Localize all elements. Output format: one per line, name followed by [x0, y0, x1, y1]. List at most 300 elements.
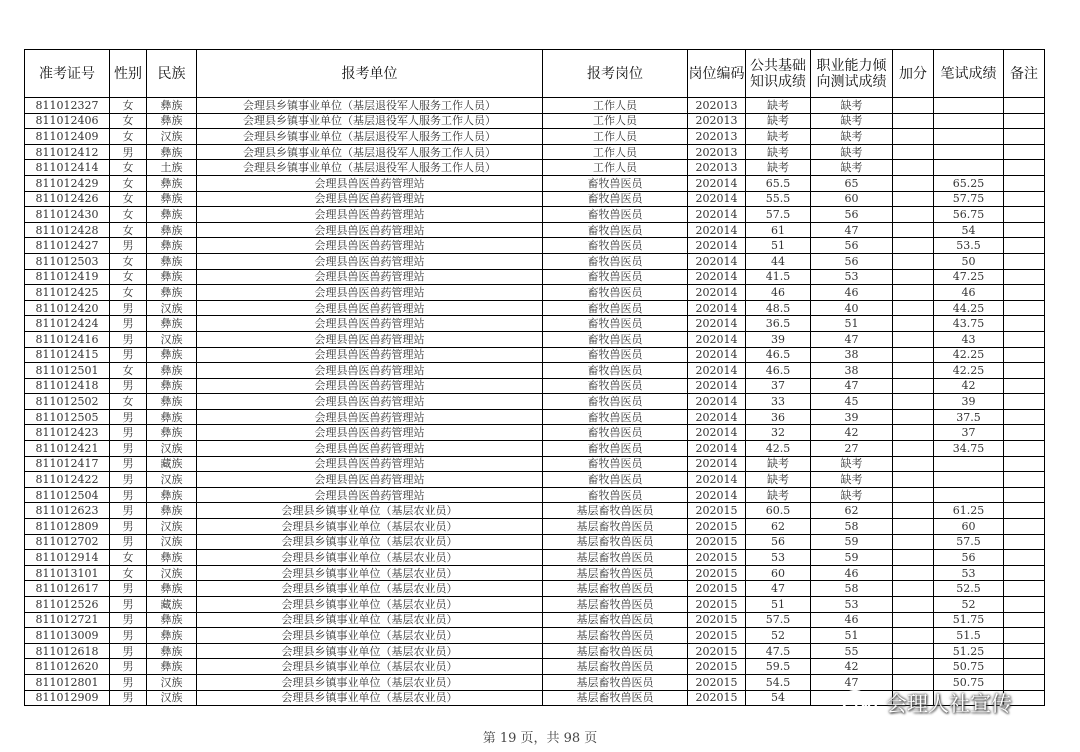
cell-gender: 女: [110, 269, 147, 285]
cell-position-code: 202014: [688, 269, 746, 285]
cell-bonus: [893, 363, 934, 379]
cell-aptitude-score: 53: [811, 597, 893, 613]
cell-position: 畜牧兽医员: [543, 472, 688, 488]
cell-exam-id: 811012419: [25, 269, 110, 285]
cell-ethnicity: 彝族: [147, 378, 197, 394]
cell-ethnicity: 汉族: [147, 519, 197, 535]
cell-gender: 男: [110, 534, 147, 550]
cell-public-knowledge-score: 缺考: [746, 160, 811, 176]
cell-public-knowledge-score: 55.5: [746, 191, 811, 207]
cell-aptitude-score: 缺考: [811, 98, 893, 114]
cell-position-code: 202014: [688, 425, 746, 441]
cell-remarks: [1004, 519, 1045, 535]
cell-ethnicity: 汉族: [147, 674, 197, 690]
cell-position-code: 202015: [688, 643, 746, 659]
cell-exam-id: 811012430: [25, 207, 110, 223]
cell-written-score: 52: [934, 597, 1004, 613]
cell-bonus: [893, 207, 934, 223]
cell-public-knowledge-score: 57.5: [746, 207, 811, 223]
cell-remarks: [1004, 472, 1045, 488]
cell-remarks: [1004, 331, 1045, 347]
cell-public-knowledge-score: 57.5: [746, 612, 811, 628]
cell-remarks: [1004, 98, 1045, 114]
cell-position-code: 202014: [688, 300, 746, 316]
cell-public-knowledge-score: 缺考: [746, 129, 811, 145]
cell-position: 基层畜牧兽医员: [543, 503, 688, 519]
cell-aptitude-score: 51: [811, 628, 893, 644]
cell-public-knowledge-score: 61: [746, 222, 811, 238]
cell-remarks: [1004, 550, 1045, 566]
cell-position-code: 202015: [688, 581, 746, 597]
cell-unit: 会理县兽医兽药管理站: [197, 222, 543, 238]
cell-position: 畜牧兽医员: [543, 409, 688, 425]
cell-ethnicity: 彝族: [147, 503, 197, 519]
cell-written-score: 51.75: [934, 612, 1004, 628]
cell-exam-id: 811012617: [25, 581, 110, 597]
cell-position: 基层畜牧兽医员: [543, 597, 688, 613]
cell-exam-id: 811012429: [25, 175, 110, 191]
cell-bonus: [893, 144, 934, 160]
cell-bonus: [893, 534, 934, 550]
cell-aptitude-score: 56: [811, 238, 893, 254]
cell-gender: 男: [110, 643, 147, 659]
cell-written-score: 61.25: [934, 503, 1004, 519]
cell-gender: 男: [110, 300, 147, 316]
cell-remarks: [1004, 487, 1045, 503]
cell-position: 工作人员: [543, 160, 688, 176]
cell-exam-id: 811012424: [25, 316, 110, 332]
cell-written-score: 44.25: [934, 300, 1004, 316]
cell-written-score: 43: [934, 331, 1004, 347]
cell-bonus: [893, 487, 934, 503]
cell-public-knowledge-score: 46.5: [746, 363, 811, 379]
cell-public-knowledge-score: 缺考: [746, 113, 811, 129]
table-row: [25, 628, 1045, 644]
cell-ethnicity: 彝族: [147, 409, 197, 425]
table-row: [25, 207, 1045, 223]
cell-position: 工作人员: [543, 144, 688, 160]
cell-exam-id: 811013009: [25, 628, 110, 644]
table-row: [25, 659, 1045, 675]
cell-exam-id: 811012504: [25, 487, 110, 503]
cell-written-score: [934, 144, 1004, 160]
cell-position: 基层畜牧兽医员: [543, 674, 688, 690]
cell-unit: 会理县兽医兽药管理站: [197, 316, 543, 332]
cell-unit: 会理县兽医兽药管理站: [197, 269, 543, 285]
cell-gender: 男: [110, 378, 147, 394]
cell-remarks: [1004, 456, 1045, 472]
cell-unit: 会理县乡镇事业单位（基层农业员）: [197, 643, 543, 659]
table-row: [25, 160, 1045, 176]
table-row: [25, 550, 1045, 566]
cell-aptitude-score: 38: [811, 347, 893, 363]
cell-position-code: 202014: [688, 378, 746, 394]
cell-public-knowledge-score: 46.5: [746, 347, 811, 363]
cell-unit: 会理县兽医兽药管理站: [197, 253, 543, 269]
cell-remarks: [1004, 503, 1045, 519]
cell-bonus: [893, 378, 934, 394]
cell-position-code: 202015: [688, 612, 746, 628]
cell-unit: 会理县乡镇事业单位（基层农业员）: [197, 597, 543, 613]
cell-gender: 女: [110, 129, 147, 145]
cell-exam-id: 811012620: [25, 659, 110, 675]
cell-bonus: [893, 347, 934, 363]
cell-gender: 男: [110, 628, 147, 644]
cell-unit: 会理县乡镇事业单位（基层农业员）: [197, 550, 543, 566]
cell-gender: 男: [110, 441, 147, 457]
cell-position: 基层畜牧兽医员: [543, 612, 688, 628]
cell-remarks: [1004, 643, 1045, 659]
cell-remarks: [1004, 441, 1045, 457]
col-header-position-code: 岗位编码: [688, 50, 746, 98]
table-row: [25, 316, 1045, 332]
cell-exam-id: 811012412: [25, 144, 110, 160]
cell-written-score: [934, 487, 1004, 503]
cell-public-knowledge-score: 37: [746, 378, 811, 394]
cell-ethnicity: 汉族: [147, 472, 197, 488]
cell-position: 基层畜牧兽医员: [543, 550, 688, 566]
cell-aptitude-score: 缺考: [811, 129, 893, 145]
cell-remarks: [1004, 347, 1045, 363]
cell-position-code: 202014: [688, 316, 746, 332]
cell-ethnicity: 彝族: [147, 659, 197, 675]
cell-remarks: [1004, 285, 1045, 301]
cell-gender: 女: [110, 565, 147, 581]
cell-written-score: 53.5: [934, 238, 1004, 254]
wechat-icon: [840, 688, 880, 718]
cell-remarks: [1004, 425, 1045, 441]
cell-gender: 男: [110, 659, 147, 675]
cell-bonus: [893, 98, 934, 114]
cell-gender: 男: [110, 597, 147, 613]
cell-unit: 会理县乡镇事业单位（基层退役军人服务工作人员）: [197, 98, 543, 114]
cell-ethnicity: 彝族: [147, 113, 197, 129]
cell-ethnicity: 彝族: [147, 628, 197, 644]
cell-written-score: 46: [934, 285, 1004, 301]
cell-bonus: [893, 550, 934, 566]
cell-aptitude-score: 38: [811, 363, 893, 379]
score-table: [24, 49, 1045, 706]
cell-position-code: 202015: [688, 534, 746, 550]
cell-unit: 会理县兽医兽药管理站: [197, 472, 543, 488]
cell-remarks: [1004, 534, 1045, 550]
cell-gender: 女: [110, 113, 147, 129]
cell-aptitude-score: 缺考: [811, 487, 893, 503]
cell-bonus: [893, 597, 934, 613]
cell-public-knowledge-score: 33: [746, 394, 811, 410]
cell-position: 畜牧兽医员: [543, 441, 688, 457]
cell-remarks: [1004, 363, 1045, 379]
cell-ethnicity: 汉族: [147, 331, 197, 347]
cell-bonus: [893, 441, 934, 457]
cell-position-code: 202014: [688, 472, 746, 488]
col-header-remarks: 备注: [1004, 50, 1045, 98]
cell-gender: 女: [110, 160, 147, 176]
cell-position-code: 202013: [688, 98, 746, 114]
cell-bonus: [893, 565, 934, 581]
cell-public-knowledge-score: 48.5: [746, 300, 811, 316]
cell-written-score: [934, 113, 1004, 129]
cell-public-knowledge-score: 缺考: [746, 487, 811, 503]
cell-unit: 会理县兽医兽药管理站: [197, 191, 543, 207]
cell-aptitude-score: 46: [811, 565, 893, 581]
cell-remarks: [1004, 316, 1045, 332]
table-row: [25, 378, 1045, 394]
cell-written-score: 56: [934, 550, 1004, 566]
cell-position-code: 202014: [688, 394, 746, 410]
cell-written-score: 50.75: [934, 659, 1004, 675]
cell-unit: 会理县兽医兽药管理站: [197, 409, 543, 425]
cell-position: 畜牧兽医员: [543, 394, 688, 410]
table-row: [25, 487, 1045, 503]
table-row: [25, 331, 1045, 347]
cell-written-score: 51.25: [934, 643, 1004, 659]
cell-gender: 女: [110, 550, 147, 566]
cell-gender: 男: [110, 425, 147, 441]
cell-public-knowledge-score: 54.5: [746, 674, 811, 690]
cell-exam-id: 811012526: [25, 597, 110, 613]
cell-bonus: [893, 503, 934, 519]
col-header-position: 报考岗位: [543, 50, 688, 98]
page-footer: 第 19 页，共 98 页: [482, 731, 598, 746]
cell-gender: 女: [110, 394, 147, 410]
cell-remarks: [1004, 612, 1045, 628]
cell-public-knowledge-score: 62: [746, 519, 811, 535]
cell-aptitude-score: 62: [811, 503, 893, 519]
cell-ethnicity: 土族: [147, 160, 197, 176]
cell-aptitude-score: 40: [811, 300, 893, 316]
cell-ethnicity: 彝族: [147, 253, 197, 269]
cell-unit: 会理县兽医兽药管理站: [197, 441, 543, 457]
cell-aptitude-score: 缺考: [811, 144, 893, 160]
cell-position: 畜牧兽医员: [543, 378, 688, 394]
cell-ethnicity: 彝族: [147, 191, 197, 207]
cell-position: 工作人员: [543, 113, 688, 129]
cell-aptitude-score: 47: [811, 222, 893, 238]
cell-position: 畜牧兽医员: [543, 222, 688, 238]
cell-exam-id: 811012414: [25, 160, 110, 176]
cell-position-code: 202014: [688, 207, 746, 223]
cell-ethnicity: 彝族: [147, 238, 197, 254]
cell-position-code: 202015: [688, 659, 746, 675]
cell-position: 畜牧兽医员: [543, 253, 688, 269]
cell-unit: 会理县兽医兽药管理站: [197, 300, 543, 316]
cell-unit: 会理县乡镇事业单位（基层农业员）: [197, 503, 543, 519]
cell-written-score: 51.5: [934, 628, 1004, 644]
cell-exam-id: 811012425: [25, 285, 110, 301]
cell-written-score: 42: [934, 378, 1004, 394]
cell-aptitude-score: 56: [811, 207, 893, 223]
table-row: [25, 222, 1045, 238]
cell-aptitude-score: 59: [811, 550, 893, 566]
cell-bonus: [893, 285, 934, 301]
cell-exam-id: 811012721: [25, 612, 110, 628]
cell-gender: 男: [110, 316, 147, 332]
table-row: [25, 456, 1045, 472]
cell-position-code: 202015: [688, 550, 746, 566]
cell-remarks: [1004, 113, 1045, 129]
cell-written-score: 60: [934, 519, 1004, 535]
cell-position: 工作人员: [543, 129, 688, 145]
cell-unit: 会理县兽医兽药管理站: [197, 456, 543, 472]
cell-public-knowledge-score: 51: [746, 597, 811, 613]
cell-unit: 会理县兽医兽药管理站: [197, 394, 543, 410]
cell-public-knowledge-score: 42.5: [746, 441, 811, 457]
cell-unit: 会理县乡镇事业单位（基层退役军人服务工作人员）: [197, 144, 543, 160]
table-row: [25, 300, 1045, 316]
cell-exam-id: 811012427: [25, 238, 110, 254]
cell-exam-id: 811012505: [25, 409, 110, 425]
cell-ethnicity: 彝族: [147, 316, 197, 332]
cell-ethnicity: 汉族: [147, 565, 197, 581]
cell-unit: 会理县兽医兽药管理站: [197, 378, 543, 394]
cell-position: 畜牧兽医员: [543, 191, 688, 207]
cell-exam-id: 811012416: [25, 331, 110, 347]
table-row: [25, 238, 1045, 254]
cell-gender: 男: [110, 519, 147, 535]
cell-exam-id: 811012909: [25, 690, 110, 706]
cell-aptitude-score: 27: [811, 441, 893, 457]
cell-bonus: [893, 129, 934, 145]
cell-aptitude-score: 59: [811, 534, 893, 550]
cell-position-code: 202014: [688, 441, 746, 457]
cell-gender: 男: [110, 503, 147, 519]
cell-written-score: 42.25: [934, 363, 1004, 379]
cell-aptitude-score: 45: [811, 394, 893, 410]
cell-position: 畜牧兽医员: [543, 207, 688, 223]
cell-position-code: 202013: [688, 129, 746, 145]
cell-unit: 会理县兽医兽药管理站: [197, 487, 543, 503]
cell-gender: 女: [110, 207, 147, 223]
table-row: [25, 394, 1045, 410]
cell-bonus: [893, 300, 934, 316]
table-row: [25, 472, 1045, 488]
cell-public-knowledge-score: 缺考: [746, 144, 811, 160]
cell-public-knowledge-score: 缺考: [746, 98, 811, 114]
cell-public-knowledge-score: 53: [746, 550, 811, 566]
cell-gender: 男: [110, 612, 147, 628]
cell-aptitude-score: 51: [811, 316, 893, 332]
cell-gender: 男: [110, 472, 147, 488]
cell-position-code: 202014: [688, 363, 746, 379]
cell-unit: 会理县兽医兽药管理站: [197, 285, 543, 301]
cell-unit: 会理县乡镇事业单位（基层农业员）: [197, 612, 543, 628]
cell-position-code: 202014: [688, 253, 746, 269]
cell-unit: 会理县乡镇事业单位（基层农业员）: [197, 674, 543, 690]
cell-position: 基层畜牧兽医员: [543, 643, 688, 659]
cell-position: 基层畜牧兽医员: [543, 628, 688, 644]
cell-ethnicity: 彝族: [147, 425, 197, 441]
cell-written-score: 52.5: [934, 581, 1004, 597]
cell-ethnicity: 彝族: [147, 550, 197, 566]
cell-unit: 会理县乡镇事业单位（基层农业员）: [197, 565, 543, 581]
table-row: [25, 519, 1045, 535]
cell-position: 基层畜牧兽医员: [543, 690, 688, 706]
cell-public-knowledge-score: 缺考: [746, 472, 811, 488]
cell-exam-id: 811012502: [25, 394, 110, 410]
cell-unit: 会理县兽医兽药管理站: [197, 331, 543, 347]
cell-position-code: 202013: [688, 144, 746, 160]
cell-gender: 女: [110, 175, 147, 191]
cell-aptitude-score: 56: [811, 253, 893, 269]
cell-written-score: 50: [934, 253, 1004, 269]
cell-position: 畜牧兽医员: [543, 285, 688, 301]
cell-exam-id: 811012415: [25, 347, 110, 363]
cell-aptitude-score: 42: [811, 659, 893, 675]
cell-position-code: 202014: [688, 222, 746, 238]
cell-aptitude-score: 缺考: [811, 160, 893, 176]
cell-exam-id: 811012406: [25, 113, 110, 129]
cell-gender: 女: [110, 191, 147, 207]
table-row: [25, 565, 1045, 581]
cell-public-knowledge-score: 65.5: [746, 175, 811, 191]
cell-unit: 会理县乡镇事业单位（基层农业员）: [197, 659, 543, 675]
table-row: [25, 253, 1045, 269]
cell-ethnicity: 彝族: [147, 269, 197, 285]
col-header-exam-id: 准考证号: [25, 50, 110, 98]
table-row: [25, 534, 1045, 550]
cell-written-score: [934, 160, 1004, 176]
cell-exam-id: 811013101: [25, 565, 110, 581]
cell-position: 畜牧兽医员: [543, 269, 688, 285]
cell-remarks: [1004, 394, 1045, 410]
cell-unit: 会理县乡镇事业单位（基层农业员）: [197, 690, 543, 706]
cell-bonus: [893, 643, 934, 659]
cell-bonus: [893, 253, 934, 269]
cell-exam-id: 811012501: [25, 363, 110, 379]
cell-position-code: 202015: [688, 674, 746, 690]
cell-unit: 会理县乡镇事业单位（基层农业员）: [197, 628, 543, 644]
cell-remarks: [1004, 191, 1045, 207]
cell-written-score: 39: [934, 394, 1004, 410]
cell-written-score: 54: [934, 222, 1004, 238]
cell-written-score: 57.75: [934, 191, 1004, 207]
cell-aptitude-score: 46: [811, 612, 893, 628]
cell-position-code: 202015: [688, 565, 746, 581]
cell-bonus: [893, 175, 934, 191]
col-header-public-knowledge-score: 公共基础知识成绩: [746, 50, 811, 98]
cell-ethnicity: 彝族: [147, 98, 197, 114]
cell-bonus: [893, 222, 934, 238]
cell-remarks: [1004, 238, 1045, 254]
cell-remarks: [1004, 269, 1045, 285]
cell-exam-id: 811012618: [25, 643, 110, 659]
cell-remarks: [1004, 207, 1045, 223]
cell-remarks: [1004, 597, 1045, 613]
cell-position: 畜牧兽医员: [543, 175, 688, 191]
cell-written-score: 37: [934, 425, 1004, 441]
cell-public-knowledge-score: 54: [746, 690, 811, 706]
table-row: [25, 425, 1045, 441]
cell-written-score: 53: [934, 565, 1004, 581]
cell-remarks: [1004, 659, 1045, 675]
col-header-written-score: 笔试成绩: [934, 50, 1004, 98]
table-row: [25, 129, 1045, 145]
cell-remarks: [1004, 409, 1045, 425]
cell-public-knowledge-score: 59.5: [746, 659, 811, 675]
cell-unit: 会理县乡镇事业单位（基层退役军人服务工作人员）: [197, 160, 543, 176]
cell-position: 基层畜牧兽医员: [543, 581, 688, 597]
cell-ethnicity: 汉族: [147, 300, 197, 316]
cell-ethnicity: 彝族: [147, 581, 197, 597]
cell-position-code: 202014: [688, 409, 746, 425]
cell-bonus: [893, 519, 934, 535]
cell-position-code: 202014: [688, 238, 746, 254]
cell-bonus: [893, 628, 934, 644]
cell-gender: 男: [110, 144, 147, 160]
cell-public-knowledge-score: 41.5: [746, 269, 811, 285]
table-row: [25, 347, 1045, 363]
